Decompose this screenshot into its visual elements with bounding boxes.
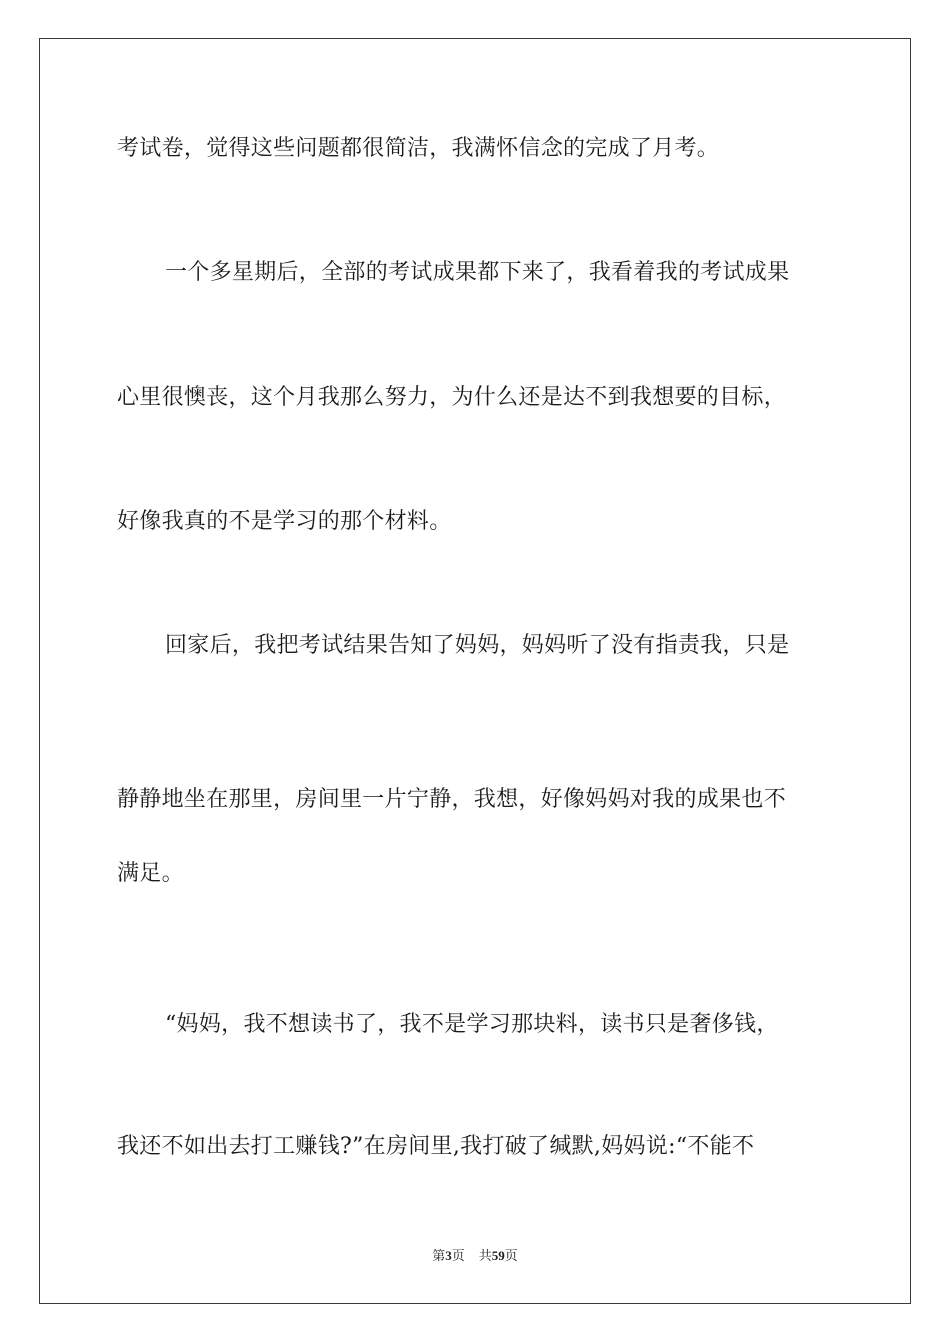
paragraph-line: 静静地坐在那里，房间里一片宁静，我想，好像妈妈对我的成果也不 (117, 787, 787, 812)
paragraph-line: 满足。 (117, 861, 184, 886)
page-prefix: 第 (432, 1249, 446, 1264)
page-suffix: 页 (451, 1249, 465, 1264)
page-number: 3 (445, 1248, 452, 1263)
paragraph-line: 好像我真的不是学习的那个材料。 (117, 509, 452, 534)
total-pages: 59 (491, 1248, 505, 1263)
paragraph-line: 心里很懊丧，这个月我那么努力，为什么还是达不到我想要的目标， (117, 385, 787, 410)
page-border (39, 38, 911, 1304)
total-suffix: 页 (504, 1249, 518, 1264)
paragraph-line: 一个多星期后，全部的考试成果都下来了，我看着我的考试成果 (165, 260, 790, 285)
paragraph-line: 考试卷，觉得这些问题都很简洁，我满怀信念的完成了月考。 (117, 136, 720, 161)
paragraph-line: 回家后，我把考试结果告知了妈妈，妈妈听了没有指责我，只是 (165, 633, 790, 658)
paragraph-line: 我还不如出去打工赚钱?”在房间里,我打破了缄默,妈妈说:“不能不 (117, 1134, 755, 1159)
page-footer (0, 1248, 950, 1265)
total-prefix: 共 (478, 1249, 492, 1264)
paragraph-line: “妈妈，我不想读书了，我不是学习那块料，读书只是奢侈钱， (165, 1012, 779, 1037)
